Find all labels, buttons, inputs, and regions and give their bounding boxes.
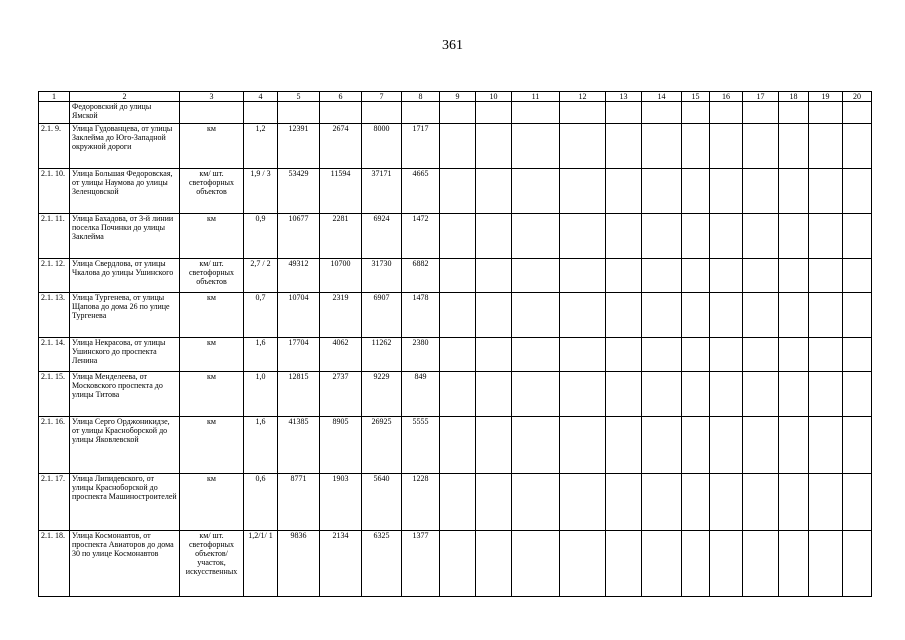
empty-cell xyxy=(809,124,843,169)
empty-cell xyxy=(512,531,560,597)
empty-cell xyxy=(682,338,710,372)
empty-cell xyxy=(560,338,606,372)
value-cell: 53429 xyxy=(278,169,320,214)
unit-cell: км/ шт. светофорных объектов/ участок, искусственных xyxy=(180,531,244,597)
street-name: Улица Свердлова, от улицы Чкалова до улицы Ушинского xyxy=(70,259,180,293)
empty-cell xyxy=(642,531,682,597)
empty-cell xyxy=(710,169,743,214)
value-cell xyxy=(278,102,320,124)
empty-cell xyxy=(710,102,743,124)
empty-cell xyxy=(642,259,682,293)
empty-cell xyxy=(743,169,779,214)
empty-cell xyxy=(560,293,606,338)
empty-cell xyxy=(642,102,682,124)
row-number: 2.1. 12. xyxy=(39,259,70,293)
empty-cell xyxy=(710,259,743,293)
unit-cell: км xyxy=(180,474,244,531)
length-cell: 0,6 xyxy=(244,474,278,531)
length-cell: 1,2 xyxy=(244,124,278,169)
value-cell: 2380 xyxy=(402,338,440,372)
empty-cell xyxy=(512,214,560,259)
empty-cell xyxy=(710,124,743,169)
table-row xyxy=(39,474,872,531)
empty-cell xyxy=(843,214,872,259)
empty-cell xyxy=(779,169,809,214)
empty-cell xyxy=(476,372,512,417)
value-cell: 37171 xyxy=(362,169,402,214)
value-cell: 1228 xyxy=(402,474,440,531)
empty-cell xyxy=(843,531,872,597)
empty-cell xyxy=(843,417,872,474)
empty-cell xyxy=(779,214,809,259)
value-cell: 849 xyxy=(402,372,440,417)
empty-cell xyxy=(809,474,843,531)
value-cell: 9229 xyxy=(362,372,402,417)
unit-cell: км xyxy=(180,372,244,417)
empty-cell xyxy=(606,169,642,214)
unit-cell: км xyxy=(180,214,244,259)
empty-cell xyxy=(642,169,682,214)
column-header: 14 xyxy=(642,92,682,102)
column-header: 9 xyxy=(440,92,476,102)
empty-cell xyxy=(476,338,512,372)
empty-cell xyxy=(440,124,476,169)
unit-cell: км xyxy=(180,124,244,169)
row-number: 2.1. 18. xyxy=(39,531,70,597)
empty-cell xyxy=(440,259,476,293)
empty-cell xyxy=(606,214,642,259)
empty-cell xyxy=(809,531,843,597)
unit-cell: км xyxy=(180,293,244,338)
row-number: 2.1. 17. xyxy=(39,474,70,531)
length-cell: 2,7 / 2 xyxy=(244,259,278,293)
empty-cell xyxy=(512,102,560,124)
value-cell: 4062 xyxy=(320,338,362,372)
empty-cell xyxy=(476,102,512,124)
value-cell: 2319 xyxy=(320,293,362,338)
empty-cell xyxy=(843,169,872,214)
column-header: 20 xyxy=(843,92,872,102)
value-cell xyxy=(402,102,440,124)
value-cell: 8905 xyxy=(320,417,362,474)
empty-cell xyxy=(743,474,779,531)
empty-cell xyxy=(779,531,809,597)
length-cell: 0,9 xyxy=(244,214,278,259)
value-cell: 26925 xyxy=(362,417,402,474)
value-cell: 11262 xyxy=(362,338,402,372)
empty-cell xyxy=(476,474,512,531)
empty-cell xyxy=(606,124,642,169)
column-header: 4 xyxy=(244,92,278,102)
row-number: 2.1. 9. xyxy=(39,124,70,169)
empty-cell xyxy=(843,338,872,372)
table-row xyxy=(39,124,872,169)
empty-cell xyxy=(843,259,872,293)
empty-cell xyxy=(560,372,606,417)
empty-cell xyxy=(743,124,779,169)
column-header: 15 xyxy=(682,92,710,102)
empty-cell xyxy=(476,259,512,293)
empty-cell xyxy=(682,259,710,293)
value-cell: 1472 xyxy=(402,214,440,259)
empty-cell xyxy=(606,259,642,293)
empty-cell xyxy=(440,372,476,417)
empty-cell xyxy=(512,259,560,293)
value-cell: 2737 xyxy=(320,372,362,417)
empty-cell xyxy=(560,102,606,124)
column-header: 2 xyxy=(70,92,180,102)
empty-cell xyxy=(809,259,843,293)
column-header: 11 xyxy=(512,92,560,102)
empty-cell xyxy=(440,531,476,597)
empty-cell xyxy=(682,124,710,169)
empty-cell xyxy=(809,102,843,124)
empty-cell xyxy=(843,102,872,124)
empty-cell xyxy=(512,338,560,372)
empty-cell xyxy=(560,169,606,214)
value-cell: 10700 xyxy=(320,259,362,293)
empty-cell xyxy=(642,474,682,531)
empty-cell xyxy=(843,474,872,531)
empty-cell xyxy=(440,338,476,372)
length-cell: 1,2/1/ 1 xyxy=(244,531,278,597)
empty-cell xyxy=(476,531,512,597)
length-cell: 0,7 xyxy=(244,293,278,338)
table-row xyxy=(39,531,872,597)
row-number: 2.1. 15. xyxy=(39,372,70,417)
value-cell: 6924 xyxy=(362,214,402,259)
empty-cell xyxy=(809,214,843,259)
row-number: 2.1. 16. xyxy=(39,417,70,474)
table-row xyxy=(39,417,872,474)
empty-cell xyxy=(642,124,682,169)
empty-cell xyxy=(440,102,476,124)
empty-cell xyxy=(710,417,743,474)
empty-cell xyxy=(779,124,809,169)
table-row xyxy=(39,293,872,338)
empty-cell xyxy=(682,293,710,338)
empty-cell xyxy=(682,531,710,597)
column-header: 12 xyxy=(560,92,606,102)
value-cell: 2134 xyxy=(320,531,362,597)
length-cell xyxy=(244,102,278,124)
empty-cell xyxy=(476,124,512,169)
value-cell xyxy=(362,102,402,124)
length-cell: 1,9 / 3 xyxy=(244,169,278,214)
empty-cell xyxy=(710,372,743,417)
empty-cell xyxy=(476,214,512,259)
street-name: Улица Серго Орджоникидзе, от улицы Красноборской до улицы Яковлевской xyxy=(70,417,180,474)
value-cell: 17704 xyxy=(278,338,320,372)
value-cell: 12815 xyxy=(278,372,320,417)
empty-cell xyxy=(642,372,682,417)
column-header: 8 xyxy=(402,92,440,102)
empty-cell xyxy=(512,124,560,169)
empty-cell xyxy=(476,169,512,214)
empty-cell xyxy=(710,214,743,259)
value-cell: 1903 xyxy=(320,474,362,531)
value-cell: 41385 xyxy=(278,417,320,474)
empty-cell xyxy=(743,338,779,372)
empty-cell xyxy=(512,372,560,417)
column-header: 7 xyxy=(362,92,402,102)
street-name: Улица Большая Федоровская, от улицы Наумова до улицы Зеленцовской xyxy=(70,169,180,214)
column-header: 5 xyxy=(278,92,320,102)
column-header: 19 xyxy=(809,92,843,102)
street-name: Улица Гудованцева, от улицы Заклейма до Юго-Западной окружной дороги xyxy=(70,124,180,169)
table-row xyxy=(39,259,872,293)
empty-cell xyxy=(560,474,606,531)
street-name: Федоровский до улицы Ямской xyxy=(70,102,180,124)
length-cell: 1,6 xyxy=(244,338,278,372)
empty-cell xyxy=(682,372,710,417)
value-cell: 4665 xyxy=(402,169,440,214)
empty-cell xyxy=(743,259,779,293)
empty-cell xyxy=(606,417,642,474)
header-row xyxy=(39,92,872,102)
empty-cell xyxy=(606,531,642,597)
value-cell: 31730 xyxy=(362,259,402,293)
column-header: 16 xyxy=(710,92,743,102)
empty-cell xyxy=(809,338,843,372)
unit-cell: км xyxy=(180,417,244,474)
column-header: 17 xyxy=(743,92,779,102)
empty-cell xyxy=(710,338,743,372)
empty-cell xyxy=(743,214,779,259)
empty-cell xyxy=(606,372,642,417)
row-number: 2.1. 14. xyxy=(39,338,70,372)
empty-cell xyxy=(779,293,809,338)
column-header: 18 xyxy=(779,92,809,102)
row-number: 2.1. 11. xyxy=(39,214,70,259)
length-cell: 1,0 xyxy=(244,372,278,417)
unit-cell: км xyxy=(180,338,244,372)
value-cell: 1717 xyxy=(402,124,440,169)
empty-cell xyxy=(779,474,809,531)
value-cell: 6882 xyxy=(402,259,440,293)
empty-cell xyxy=(710,293,743,338)
street-name: Улица Бахадова, от 3-й линии поселка Починки до улицы Заклейма xyxy=(70,214,180,259)
empty-cell xyxy=(606,338,642,372)
unit-cell: км/ шт. светофорных объектов xyxy=(180,259,244,293)
empty-cell xyxy=(682,417,710,474)
unit-cell xyxy=(180,102,244,124)
empty-cell xyxy=(440,417,476,474)
value-cell: 6325 xyxy=(362,531,402,597)
value-cell: 5640 xyxy=(362,474,402,531)
empty-cell xyxy=(642,417,682,474)
empty-cell xyxy=(440,169,476,214)
empty-cell xyxy=(512,417,560,474)
empty-cell xyxy=(642,293,682,338)
empty-cell xyxy=(642,214,682,259)
empty-cell xyxy=(743,531,779,597)
value-cell: 10704 xyxy=(278,293,320,338)
empty-cell xyxy=(743,102,779,124)
value-cell: 10677 xyxy=(278,214,320,259)
empty-cell xyxy=(682,474,710,531)
empty-cell xyxy=(476,293,512,338)
table-row xyxy=(39,169,872,214)
value-cell: 8771 xyxy=(278,474,320,531)
empty-cell xyxy=(843,293,872,338)
empty-cell xyxy=(476,417,512,474)
empty-cell xyxy=(560,417,606,474)
empty-cell xyxy=(440,474,476,531)
empty-cell xyxy=(606,102,642,124)
table-row xyxy=(39,214,872,259)
empty-cell xyxy=(560,531,606,597)
column-header: 6 xyxy=(320,92,362,102)
street-name: Улица Некрасова, от улицы Ушинского до проспекта Ленина xyxy=(70,338,180,372)
empty-cell xyxy=(440,214,476,259)
empty-cell xyxy=(809,169,843,214)
column-header: 3 xyxy=(180,92,244,102)
empty-cell xyxy=(560,259,606,293)
row-number: 2.1. 10. xyxy=(39,169,70,214)
empty-cell xyxy=(710,531,743,597)
column-header: 1 xyxy=(39,92,70,102)
page-number: 361 xyxy=(442,38,463,53)
empty-cell xyxy=(512,293,560,338)
empty-cell xyxy=(710,474,743,531)
empty-cell xyxy=(809,293,843,338)
empty-cell xyxy=(642,338,682,372)
value-cell: 8000 xyxy=(362,124,402,169)
empty-cell xyxy=(682,102,710,124)
empty-cell xyxy=(779,372,809,417)
empty-cell xyxy=(779,417,809,474)
table-row xyxy=(39,338,872,372)
value-cell: 2281 xyxy=(320,214,362,259)
empty-cell xyxy=(560,124,606,169)
value-cell: 1377 xyxy=(402,531,440,597)
value-cell: 6907 xyxy=(362,293,402,338)
value-cell: 5555 xyxy=(402,417,440,474)
empty-cell xyxy=(682,169,710,214)
empty-cell xyxy=(512,474,560,531)
street-name: Улица Менделеева, от Московского проспекта до улицы Титова xyxy=(70,372,180,417)
unit-cell: км/ шт. светофорных объектов xyxy=(180,169,244,214)
value-cell: 11594 xyxy=(320,169,362,214)
data-table xyxy=(38,91,872,597)
empty-cell xyxy=(606,474,642,531)
column-header: 13 xyxy=(606,92,642,102)
empty-cell xyxy=(843,124,872,169)
empty-cell xyxy=(779,102,809,124)
street-name: Улица Тургенева, от улицы Щапова до дома 26 по улице Тургенева xyxy=(70,293,180,338)
value-cell: 12391 xyxy=(278,124,320,169)
value-cell xyxy=(320,102,362,124)
empty-cell xyxy=(779,259,809,293)
street-name: Улица Липидевского, от улицы Красноборской до проспекта Машиностроителей xyxy=(70,474,180,531)
value-cell: 1478 xyxy=(402,293,440,338)
row-number xyxy=(39,102,70,124)
length-cell: 1,6 xyxy=(244,417,278,474)
empty-cell xyxy=(560,214,606,259)
empty-cell xyxy=(512,169,560,214)
row-number: 2.1. 13. xyxy=(39,293,70,338)
column-header: 10 xyxy=(476,92,512,102)
empty-cell xyxy=(809,417,843,474)
table-row xyxy=(39,372,872,417)
empty-cell xyxy=(606,293,642,338)
table-row xyxy=(39,102,872,124)
empty-cell xyxy=(843,372,872,417)
empty-cell xyxy=(809,372,843,417)
value-cell: 2674 xyxy=(320,124,362,169)
empty-cell xyxy=(743,417,779,474)
empty-cell xyxy=(440,293,476,338)
street-name: Улица Космонавтов, от проспекта Авиаторов до дома 30 по улице Космонавтов xyxy=(70,531,180,597)
empty-cell xyxy=(743,293,779,338)
empty-cell xyxy=(682,214,710,259)
empty-cell xyxy=(743,372,779,417)
empty-cell xyxy=(779,338,809,372)
value-cell: 49312 xyxy=(278,259,320,293)
value-cell: 9836 xyxy=(278,531,320,597)
